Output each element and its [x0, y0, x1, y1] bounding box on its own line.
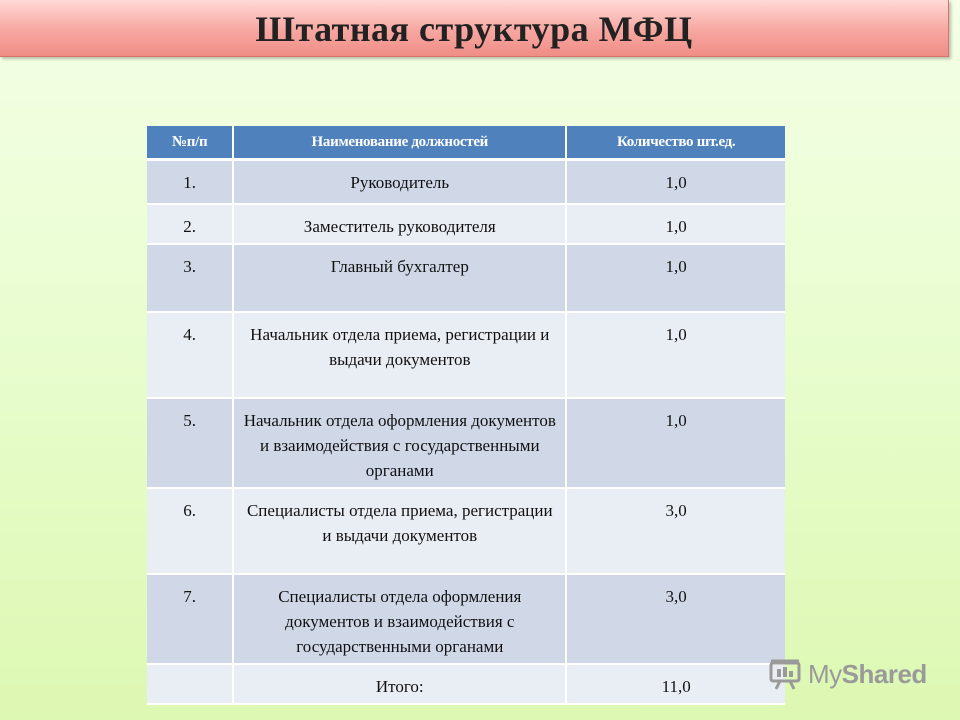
- page-title: Штатная структура МФЦ: [255, 9, 693, 49]
- column-header-number: №п/п: [147, 126, 233, 160]
- row-count: 1,0: [566, 160, 785, 204]
- row-count: 1,0: [566, 398, 785, 488]
- staff-table-container: [147, 126, 785, 705]
- row-number: 5.: [147, 398, 233, 488]
- column-header-count: Количество шт.ед.: [566, 126, 785, 160]
- row-number: 2.: [147, 204, 233, 244]
- row-position: Специалисты отдела приема, регистрации и выдачи документов: [233, 488, 566, 574]
- watermark-text: [808, 659, 927, 690]
- row-number: 3.: [147, 244, 233, 312]
- total-count: 11,0: [566, 664, 785, 704]
- row-position: Заместитель руководителя: [233, 204, 566, 244]
- watermark-logo: [768, 654, 928, 694]
- row-count: 1,0: [566, 244, 785, 312]
- row-count: 3,0: [566, 488, 785, 574]
- table-row: [147, 244, 785, 312]
- table-row: [147, 398, 785, 488]
- total-number: [147, 664, 233, 704]
- row-position: Руководитель: [233, 160, 566, 204]
- row-number: 4.: [147, 312, 233, 398]
- row-number: 7.: [147, 574, 233, 664]
- row-count: 3,0: [566, 574, 785, 664]
- row-number: 6.: [147, 488, 233, 574]
- row-count: 1,0: [566, 204, 785, 244]
- row-position: Специалисты отдела оформления документов и взаимодействия с государственными органами: [233, 574, 566, 664]
- table-row: [147, 488, 785, 574]
- table-row: [147, 160, 785, 204]
- watermark-prefix: My: [808, 658, 842, 689]
- staff-table: [147, 126, 785, 705]
- table-header-row: [147, 126, 785, 160]
- row-position: Главный бухгалтер: [233, 244, 566, 312]
- row-count: 1,0: [566, 312, 785, 398]
- row-position: Начальник отдела оформления документов и взаимодействия с государственными органами: [233, 398, 566, 488]
- table-row: [147, 312, 785, 398]
- watermark-suffix: Shared: [841, 658, 927, 689]
- presentation-board-icon: [768, 657, 802, 691]
- row-number: 1.: [147, 160, 233, 204]
- row-position: Начальник отдела приема, регистрации и выдачи документов: [233, 312, 566, 398]
- table-total-row: [147, 664, 785, 704]
- column-header-position: Наименование должностей: [233, 126, 566, 160]
- total-label: Итого:: [233, 664, 566, 704]
- table-row: [147, 204, 785, 244]
- table-row: [147, 574, 785, 664]
- title-bar: [0, 0, 949, 57]
